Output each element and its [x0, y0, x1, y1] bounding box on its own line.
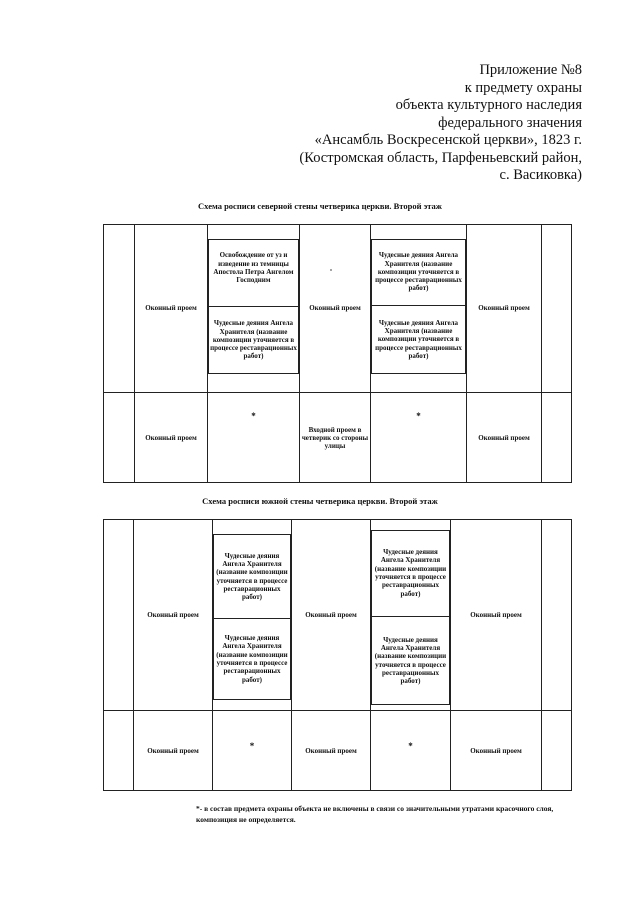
window-opening: Оконный проем — [145, 433, 197, 442]
undetermined-composition-mark: * — [416, 410, 421, 421]
window-opening: Оконный проем — [478, 433, 530, 442]
window-opening: Оконный проем — [147, 746, 199, 755]
entrance-opening: Входной проем в четверик со стороны улицы — [301, 425, 369, 451]
fresco-panel: Чудесные деяния Ангела Хранителя (название композиции уточняется в процессе реставрационных работ) — [374, 635, 447, 686]
fresco-panel: Освобождение от уз и изведение из темницы Апостола Петра Ангелом Господним — [213, 251, 294, 285]
window-opening: Оконный проем — [305, 610, 357, 619]
undetermined-composition-mark: * — [408, 740, 413, 751]
header-line: (Костромская область, Парфеньевский район, — [299, 149, 582, 166]
header-line: с. Васиковка) — [499, 167, 582, 183]
header-line: «Ансамбль Воскресенской церкви», 1823 г. — [314, 132, 582, 148]
south-scheme-caption: Схема росписи южной стены четверика церкви. Второй этаж — [202, 496, 438, 506]
window-opening: Оконный проем — [470, 746, 522, 755]
appendix-header — [299, 62, 582, 185]
fresco-panel-group — [371, 530, 450, 705]
window-opening: Оконный проем — [305, 746, 357, 755]
fresco-panel: Чудесные деяния Ангела Хранителя (название композиции уточняется в процессе реставрационных работ) — [374, 548, 447, 598]
window-opening: Оконный проем — [145, 304, 197, 313]
window-opening: Оконный проем — [470, 610, 522, 619]
fresco-panel: Чудесные деяния Ангела Хранителя (название композиции уточняется в процессе реставрационных работ) — [210, 319, 297, 361]
scan-speck — [330, 269, 332, 271]
south-wall-scheme — [103, 519, 572, 791]
grid-line — [541, 520, 542, 790]
fresco-panel-group — [371, 239, 466, 374]
fresco-panel: Чудесные деяния Ангела Хранителя (название композиции уточняется в процессе реставрационных работ) — [216, 634, 288, 684]
undetermined-composition-mark: * — [251, 410, 256, 421]
window-opening: Оконный проем — [309, 304, 361, 313]
undetermined-composition-mark: * — [249, 740, 255, 751]
north-scheme-caption: Схема росписи северной стены четверика церкви. Второй этаж — [198, 201, 442, 211]
fresco-panel: Чудесные деяния Ангела Хранителя (название композиции уточняется в процессе реставрационных работ) — [216, 551, 288, 602]
header-line: Приложение №8 — [479, 62, 582, 78]
header-line: федерального значения — [438, 114, 582, 131]
window-opening: Оконный проем — [478, 304, 530, 313]
north-wall-scheme — [103, 224, 572, 483]
fresco-panel: Чудесные деяния Ангела Хранителя (название композиции уточняется в процессе реставрационных работ) — [375, 318, 462, 360]
fresco-panel-group — [208, 239, 299, 374]
window-opening: Оконный проем — [147, 610, 199, 619]
fresco-panel: Чудесные деяния Ангела Хранителя (название композиции уточняется в процессе реставрационных работ) — [375, 251, 462, 293]
fresco-panel-group — [213, 534, 291, 700]
grid-line — [541, 225, 542, 482]
footnote: *- в состав предмета охраны объекта не включены в связи со значительными утратами красочного слоя, композиция не определяется. — [196, 804, 554, 824]
header-line: к предмету охраны — [464, 79, 582, 96]
header-line: объекта культурного наследия — [395, 97, 582, 113]
